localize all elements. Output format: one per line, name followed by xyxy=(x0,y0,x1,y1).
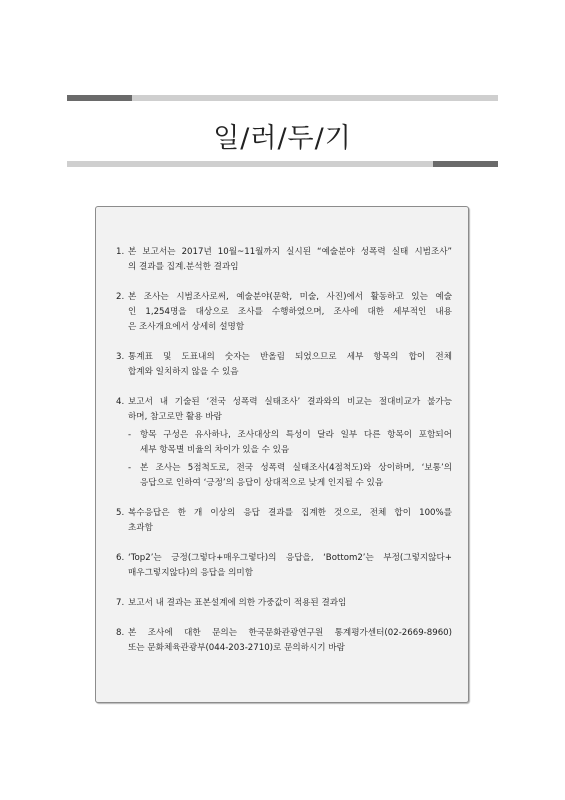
note-number: 7. xyxy=(116,598,125,608)
note-item-5 xyxy=(116,506,452,536)
note-line: 매우그렇지않다)의 응답을 의미함 xyxy=(128,568,254,578)
note-line: 보고서 내 결과는 표본설계에 의한 가중값이 적용된 결과임 xyxy=(128,598,347,608)
note-line: 의 결과를 집계.분석한 결과임 xyxy=(128,262,239,272)
note-item-1 xyxy=(116,245,452,275)
note-subitem-1 xyxy=(126,428,452,458)
note-item-6 xyxy=(116,551,452,581)
subitem-dash: - xyxy=(128,463,132,473)
note-item-4 xyxy=(116,395,452,491)
subitem-line: 항목 구성은 유사하나, 조사대상의 특성이 달라 일부 다른 항목이 포함되어 xyxy=(140,430,452,440)
note-number: 5. xyxy=(116,508,125,518)
note-item-3 xyxy=(116,350,452,380)
note-subitem-2 xyxy=(126,461,452,491)
subitem-dash: - xyxy=(128,430,132,440)
note-line: 보고서 내 기술된 ‘전국 성폭력 실태조사’ 결과와의 비교는 절대비교가 불가능 xyxy=(128,397,452,407)
note-line: 인 1,254명을 대상으로 조사를 수행하였으며, 조사에 대한 세부적인 내용 xyxy=(128,307,452,317)
note-line: 본 보고서는 2017년 10월~11월까지 실시된 “예술분야 성폭력 실태 시범조사” xyxy=(128,247,452,257)
note-number: 3. xyxy=(116,352,125,362)
subitem-line: 세부 항목별 비율의 차이가 있을 수 있음 xyxy=(140,445,290,455)
note-line: 또는 문화체육관광부(044-203-2710)로 문의하시기 바람 xyxy=(128,643,345,653)
notes-box xyxy=(95,206,469,703)
subitem-line: 응답으로 인하여 ‘긍정’의 응답이 상대적으로 낮게 인지될 수 있음 xyxy=(140,478,384,488)
bottom-rule-dark-accent xyxy=(433,161,498,167)
subitem-line: 본 조사는 5점척도로, 전국 성폭력 실태조사(4점척도)와 상이하며, ‘보통’의 xyxy=(140,463,452,473)
note-subitems xyxy=(126,428,452,491)
note-line: 하며, 참고로만 활용 바람 xyxy=(128,412,222,422)
note-line: 은 조사개요에서 상세히 설명함 xyxy=(128,322,245,332)
note-number: 8. xyxy=(116,628,125,638)
note-number: 4. xyxy=(116,397,125,407)
note-line: 본 조사는 시범조사로써, 예술분야(문학, 미술, 사진)에서 활동하고 있는 예술 xyxy=(128,292,452,302)
page-title: 일/러/두/기 xyxy=(213,123,352,154)
top-rule-dark-accent xyxy=(67,95,132,101)
note-line: 초과함 xyxy=(128,523,153,533)
note-line: ‘Top2’는 긍정(그렇다+매우그렇다)의 응답을, ‘Bottom2’는 부정(그렇지않다+ xyxy=(128,553,452,563)
notes-list xyxy=(116,245,452,671)
note-line: 통계표 및 도표내의 숫자는 반올림 되었으므로 세부 항목의 합이 전체 xyxy=(128,352,452,362)
note-item-7 xyxy=(116,596,452,611)
note-line: 본 조사에 대한 문의는 한국문화관광연구원 통계평가센터(02-2669-8960) xyxy=(128,628,452,638)
note-line: 복수응답은 한 개 이상의 응답 결과를 집계한 것으로, 전체 합이 100%를 xyxy=(128,508,452,518)
note-item-8 xyxy=(116,626,452,656)
note-number: 6. xyxy=(116,553,125,563)
note-item-2 xyxy=(116,290,452,335)
note-line: 합계와 일치하지 않을 수 있음 xyxy=(128,367,239,377)
note-number: 2. xyxy=(116,292,125,302)
note-number: 1. xyxy=(116,247,125,257)
